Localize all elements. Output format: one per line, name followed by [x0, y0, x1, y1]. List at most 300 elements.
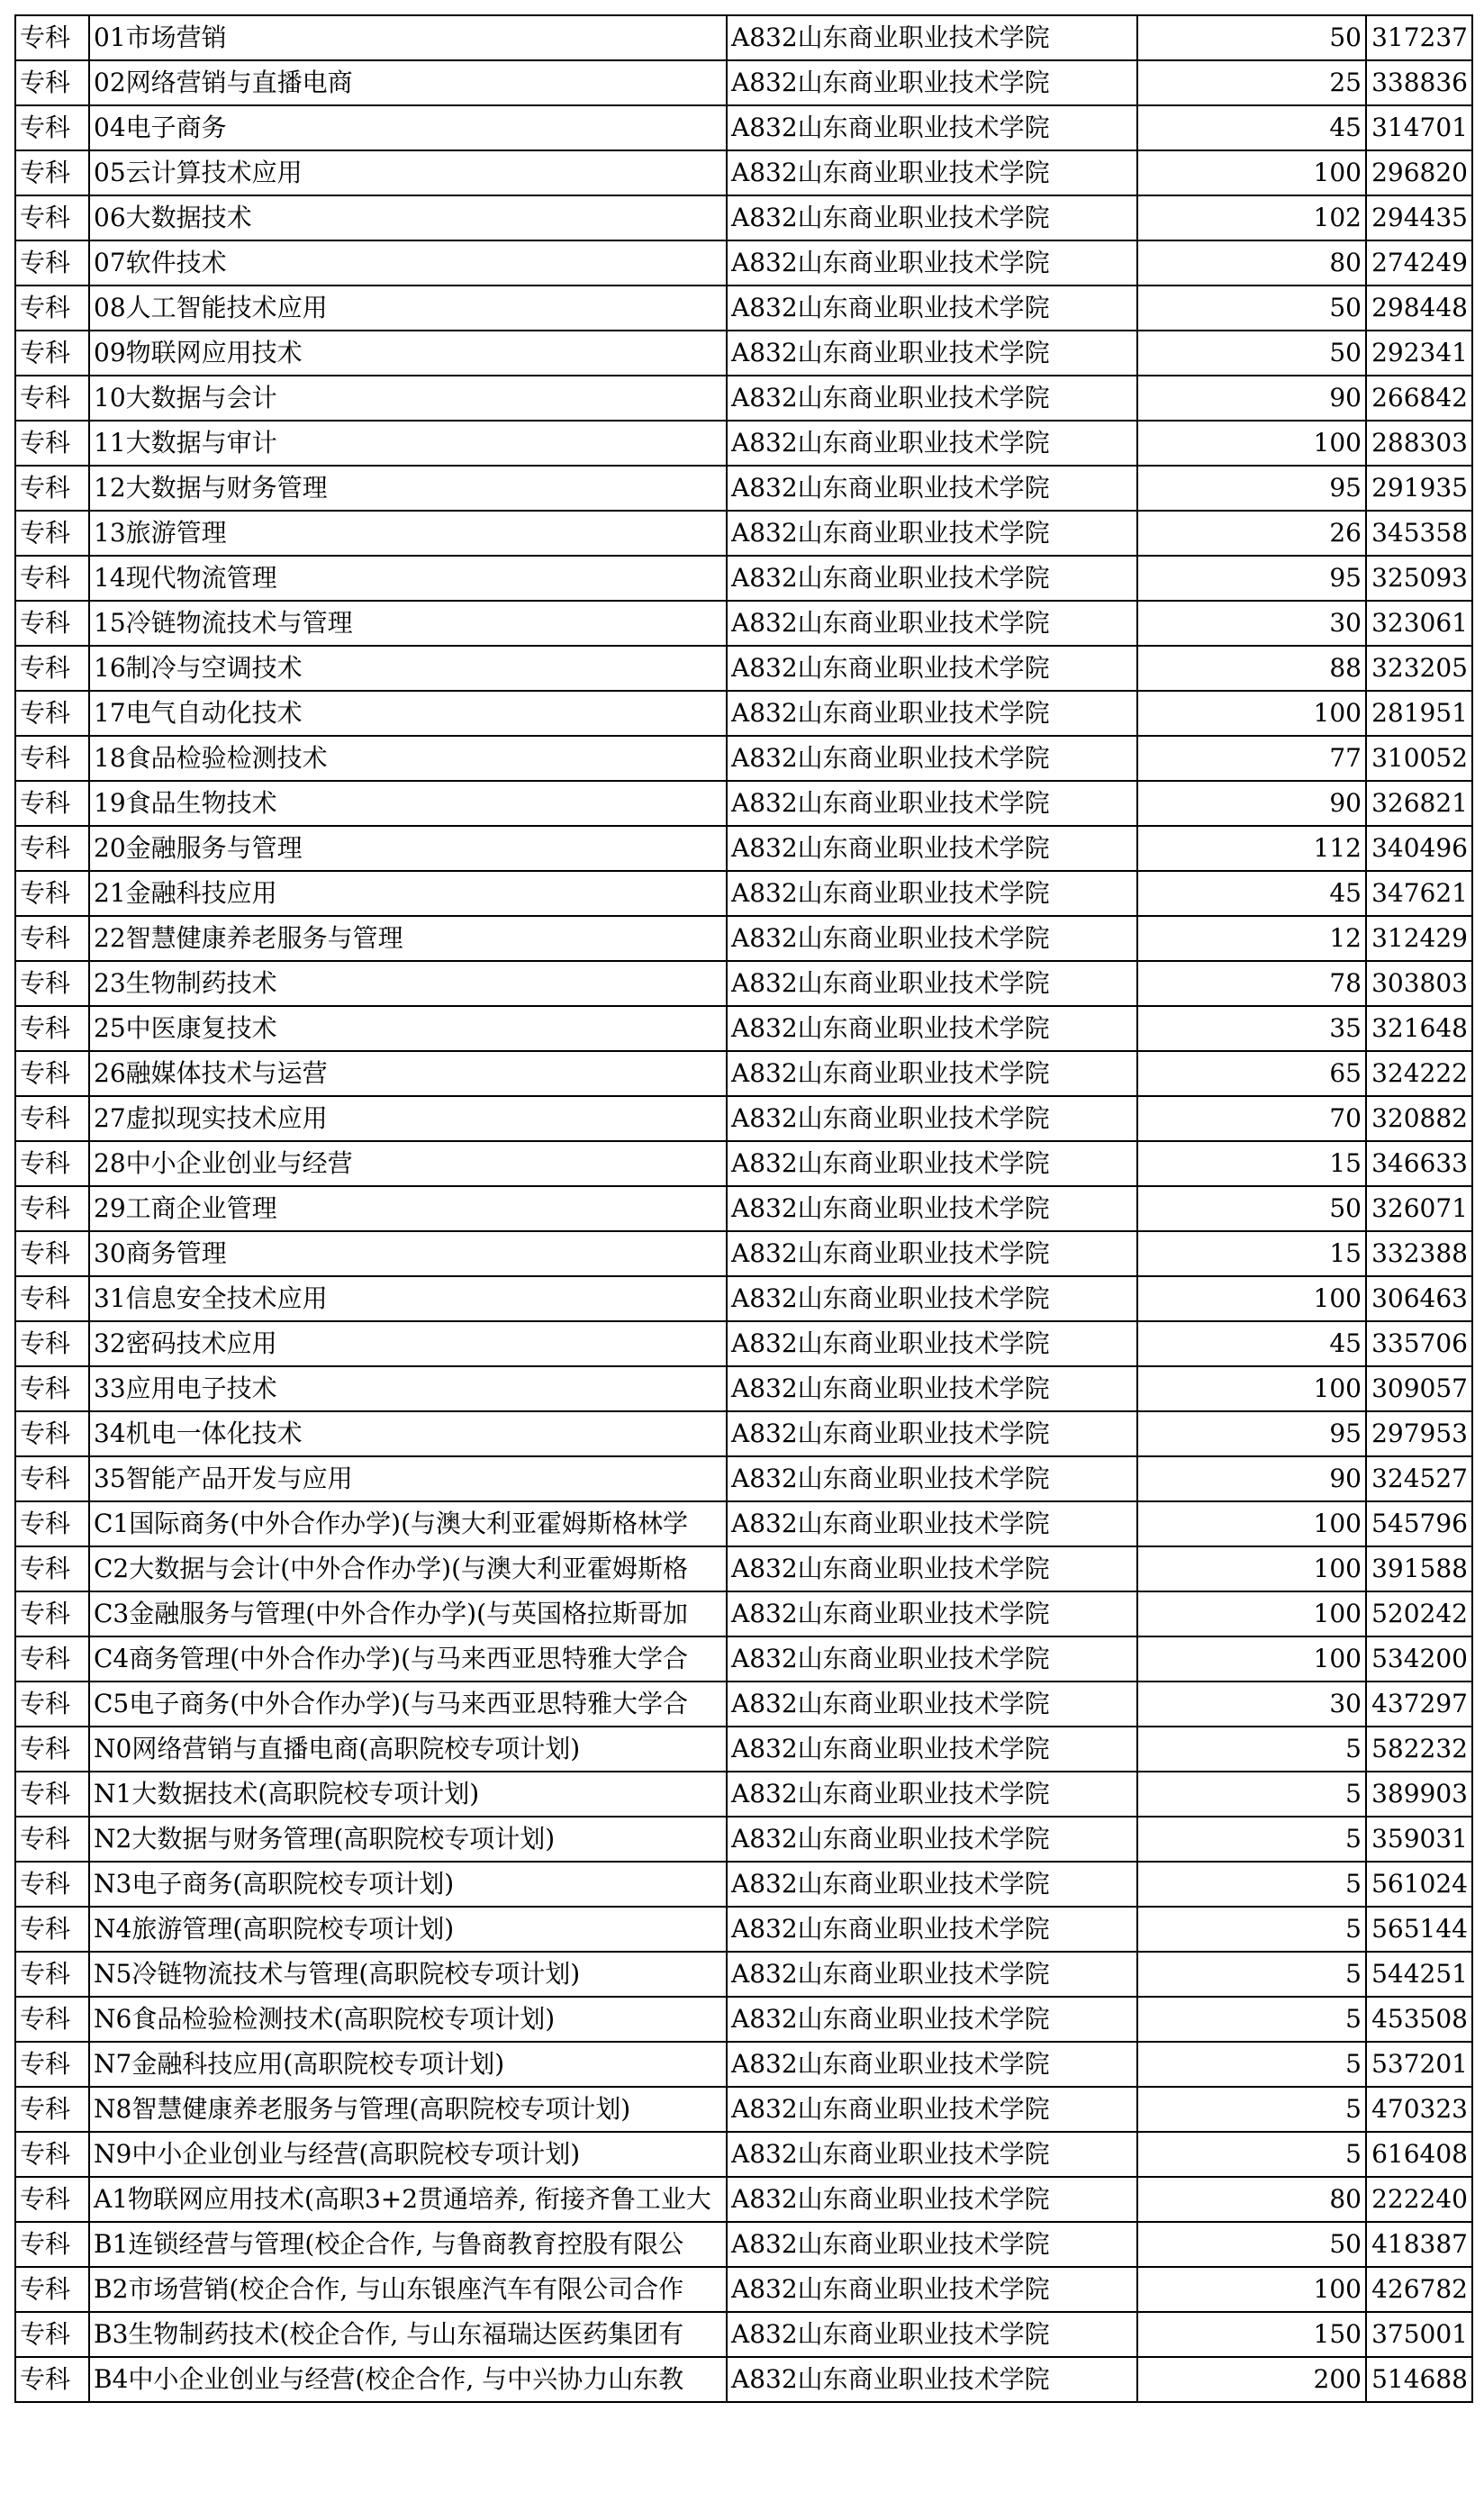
level-cell: 专科 [15, 150, 89, 195]
table-row [15, 2087, 1472, 2132]
table-row [15, 1772, 1472, 1817]
school-cell: A832山东商业职业技术学院 [727, 421, 1137, 466]
table-row [15, 466, 1472, 511]
school-cell: A832山东商业职业技术学院 [727, 1051, 1137, 1096]
plan-count-cell: 35 [1137, 1006, 1366, 1051]
table-row [15, 286, 1472, 331]
rank-cell: 470323 [1366, 2087, 1472, 2132]
school-cell: A832山东商业职业技术学院 [727, 1141, 1137, 1186]
table-row [15, 1186, 1472, 1231]
level-cell: 专科 [15, 2312, 89, 2357]
plan-count-cell: 5 [1137, 1862, 1366, 1907]
school-cell: A832山东商业职业技术学院 [727, 1006, 1137, 1051]
rank-cell: 317237 [1366, 15, 1472, 60]
school-cell: A832山东商业职业技术学院 [727, 2312, 1137, 2357]
school-cell: A832山东商业职业技术学院 [727, 1862, 1137, 1907]
school-cell: A832山东商业职业技术学院 [727, 286, 1137, 331]
level-cell: 专科 [15, 1727, 89, 1772]
level-cell: 专科 [15, 601, 89, 646]
major-cell: 13旅游管理 [89, 511, 727, 556]
table-row [15, 736, 1472, 781]
plan-count-cell: 5 [1137, 2087, 1366, 2132]
table-row [15, 2132, 1472, 2177]
table-row [15, 871, 1472, 916]
major-cell: 23生物制药技术 [89, 961, 727, 1006]
table-row [15, 916, 1472, 961]
rank-cell: 544251 [1366, 1952, 1472, 1997]
major-cell: 22智慧健康养老服务与管理 [89, 916, 727, 961]
level-cell: 专科 [15, 2087, 89, 2132]
school-cell: A832山东商业职业技术学院 [727, 736, 1137, 781]
major-cell: 28中小企业创业与经营 [89, 1141, 727, 1186]
level-cell: 专科 [15, 15, 89, 60]
plan-count-cell: 77 [1137, 736, 1366, 781]
major-cell: N8智慧健康养老服务与管理(高职院校专项计划) [89, 2087, 727, 2132]
table-row [15, 2357, 1472, 2402]
plan-count-cell: 90 [1137, 781, 1366, 826]
major-cell: N4旅游管理(高职院校专项计划) [89, 1907, 727, 1952]
plan-count-cell: 15 [1137, 1231, 1366, 1276]
table-row [15, 376, 1472, 421]
table-row [15, 1366, 1472, 1411]
school-cell: A832山东商业职业技术学院 [727, 1096, 1137, 1141]
major-cell: 19食品生物技术 [89, 781, 727, 826]
major-cell: 30商务管理 [89, 1231, 727, 1276]
table-row [15, 195, 1472, 240]
level-cell: 专科 [15, 511, 89, 556]
level-cell: 专科 [15, 1997, 89, 2042]
rank-cell: 616408 [1366, 2132, 1472, 2177]
school-cell: A832山东商业职业技术学院 [727, 331, 1137, 376]
major-cell: 06大数据技术 [89, 195, 727, 240]
plan-count-cell: 70 [1137, 1096, 1366, 1141]
table-row [15, 511, 1472, 556]
plan-count-cell: 102 [1137, 195, 1366, 240]
rank-cell: 338836 [1366, 60, 1472, 105]
school-cell: A832山东商业职业技术学院 [727, 1501, 1137, 1546]
school-cell: A832山东商业职业技术学院 [727, 826, 1137, 871]
table-row [15, 1907, 1472, 1952]
rank-cell: 389903 [1366, 1772, 1472, 1817]
level-cell: 专科 [15, 961, 89, 1006]
plan-count-cell: 30 [1137, 1682, 1366, 1727]
major-cell: 07软件技术 [89, 240, 727, 286]
school-cell: A832山东商业职业技术学院 [727, 2132, 1137, 2177]
plan-count-cell: 100 [1137, 421, 1366, 466]
table-row [15, 646, 1472, 691]
school-cell: A832山东商业职业技术学院 [727, 1997, 1137, 2042]
major-cell: B4中小企业创业与经营(校企合作, 与中兴协力山东教 [89, 2357, 727, 2402]
school-cell: A832山东商业职业技术学院 [727, 1591, 1137, 1636]
rank-cell: 582232 [1366, 1727, 1472, 1772]
rank-cell: 325093 [1366, 556, 1472, 601]
level-cell: 专科 [15, 1321, 89, 1366]
table-row [15, 691, 1472, 736]
school-cell: A832山东商业职业技术学院 [727, 871, 1137, 916]
major-cell: 04电子商务 [89, 105, 727, 150]
major-cell: 32密码技术应用 [89, 1321, 727, 1366]
level-cell: 专科 [15, 1006, 89, 1051]
school-cell: A832山东商业职业技术学院 [727, 646, 1137, 691]
plan-count-cell: 5 [1137, 1997, 1366, 2042]
table-row [15, 826, 1472, 871]
level-cell: 专科 [15, 376, 89, 421]
school-cell: A832山东商业职业技术学院 [727, 1682, 1137, 1727]
level-cell: 专科 [15, 1682, 89, 1727]
rank-cell: 359031 [1366, 1817, 1472, 1862]
major-cell: 17电气自动化技术 [89, 691, 727, 736]
table-row [15, 1096, 1472, 1141]
school-cell: A832山东商业职业技术学院 [727, 60, 1137, 105]
level-cell: 专科 [15, 1952, 89, 1997]
table-row [15, 601, 1472, 646]
school-cell: A832山东商业职业技术学院 [727, 1636, 1137, 1682]
plan-count-cell: 200 [1137, 2357, 1366, 2402]
major-cell: 08人工智能技术应用 [89, 286, 727, 331]
plan-count-cell: 100 [1137, 1501, 1366, 1546]
table-row [15, 1862, 1472, 1907]
plan-count-cell: 50 [1137, 331, 1366, 376]
rank-cell: 347621 [1366, 871, 1472, 916]
school-cell: A832山东商业职业技术学院 [727, 961, 1137, 1006]
school-cell: A832山东商业职业技术学院 [727, 601, 1137, 646]
plan-count-cell: 50 [1137, 15, 1366, 60]
major-cell: C1国际商务(中外合作办学)(与澳大利亚霍姆斯格林学 [89, 1501, 727, 1546]
major-cell: 27虚拟现实技术应用 [89, 1096, 727, 1141]
level-cell: 专科 [15, 1501, 89, 1546]
major-cell: 26融媒体技术与运营 [89, 1051, 727, 1096]
rank-cell: 345358 [1366, 511, 1472, 556]
major-cell: C2大数据与会计(中外合作办学)(与澳大利亚霍姆斯格 [89, 1546, 727, 1591]
school-cell: A832山东商业职业技术学院 [727, 1321, 1137, 1366]
major-cell: 12大数据与财务管理 [89, 466, 727, 511]
plan-count-cell: 80 [1137, 2177, 1366, 2222]
school-cell: A832山东商业职业技术学院 [727, 1276, 1137, 1321]
school-cell: A832山东商业职业技术学院 [727, 2267, 1137, 2312]
table-row [15, 2312, 1472, 2357]
level-cell: 专科 [15, 466, 89, 511]
school-cell: A832山东商业职业技术学院 [727, 2357, 1137, 2402]
level-cell: 专科 [15, 421, 89, 466]
table-row [15, 1411, 1472, 1456]
rank-cell: 266842 [1366, 376, 1472, 421]
school-cell: A832山东商业职业技术学院 [727, 150, 1137, 195]
level-cell: 专科 [15, 1636, 89, 1682]
level-cell: 专科 [15, 1907, 89, 1952]
level-cell: 专科 [15, 1096, 89, 1141]
table-row [15, 1231, 1472, 1276]
level-cell: 专科 [15, 240, 89, 286]
rank-cell: 426782 [1366, 2267, 1472, 2312]
rank-cell: 323061 [1366, 601, 1472, 646]
level-cell: 专科 [15, 871, 89, 916]
table-row [15, 1727, 1472, 1772]
level-cell: 专科 [15, 331, 89, 376]
rank-cell: 321648 [1366, 1006, 1472, 1051]
rank-cell: 291935 [1366, 466, 1472, 511]
rank-cell: 288303 [1366, 421, 1472, 466]
level-cell: 专科 [15, 1772, 89, 1817]
table-row [15, 2222, 1472, 2267]
major-cell: 33应用电子技术 [89, 1366, 727, 1411]
plan-count-cell: 100 [1137, 2267, 1366, 2312]
major-cell: B3生物制药技术(校企合作, 与山东福瑞达医药集团有 [89, 2312, 727, 2357]
level-cell: 专科 [15, 1591, 89, 1636]
school-cell: A832山东商业职业技术学院 [727, 376, 1137, 421]
school-cell: A832山东商业职业技术学院 [727, 916, 1137, 961]
level-cell: 专科 [15, 60, 89, 105]
major-cell: 01市场营销 [89, 15, 727, 60]
rank-cell: 292341 [1366, 331, 1472, 376]
major-cell: 29工商企业管理 [89, 1186, 727, 1231]
level-cell: 专科 [15, 2177, 89, 2222]
table-row [15, 1952, 1472, 1997]
plan-count-cell: 100 [1137, 691, 1366, 736]
rank-cell: 326071 [1366, 1186, 1472, 1231]
major-cell: N5冷链物流技术与管理(高职院校专项计划) [89, 1952, 727, 1997]
plan-count-cell: 112 [1137, 826, 1366, 871]
table-row [15, 781, 1472, 826]
table-row [15, 2177, 1472, 2222]
rank-cell: 320882 [1366, 1096, 1472, 1141]
major-cell: C5电子商务(中外合作办学)(与马来西亚思特雅大学合 [89, 1682, 727, 1727]
plan-count-cell: 45 [1137, 1321, 1366, 1366]
table-row [15, 1997, 1472, 2042]
level-cell: 专科 [15, 1456, 89, 1501]
level-cell: 专科 [15, 2222, 89, 2267]
level-cell: 专科 [15, 826, 89, 871]
table-row [15, 2267, 1472, 2312]
major-cell: N9中小企业创业与经营(高职院校专项计划) [89, 2132, 727, 2177]
table-row [15, 1636, 1472, 1682]
table-row [15, 331, 1472, 376]
major-cell: 10大数据与会计 [89, 376, 727, 421]
plan-count-cell: 5 [1137, 1772, 1366, 1817]
rank-cell: 303803 [1366, 961, 1472, 1006]
rank-cell: 335706 [1366, 1321, 1472, 1366]
plan-count-cell: 95 [1137, 1411, 1366, 1456]
school-cell: A832山东商业职业技术学院 [727, 556, 1137, 601]
level-cell: 专科 [15, 195, 89, 240]
level-cell: 专科 [15, 916, 89, 961]
rank-cell: 514688 [1366, 2357, 1472, 2402]
plan-count-cell: 5 [1137, 1817, 1366, 1862]
school-cell: A832山东商业职业技术学院 [727, 1366, 1137, 1411]
major-cell: N7金融科技应用(高职院校专项计划) [89, 2042, 727, 2087]
table-row [15, 421, 1472, 466]
school-cell: A832山东商业职业技术学院 [727, 2222, 1137, 2267]
table-row [15, 1817, 1472, 1862]
admission-plan-table [14, 14, 1473, 2403]
school-cell: A832山东商业职业技术学院 [727, 691, 1137, 736]
rank-cell: 281951 [1366, 691, 1472, 736]
major-cell: N6食品检验检测技术(高职院校专项计划) [89, 1997, 727, 2042]
plan-count-cell: 78 [1137, 961, 1366, 1006]
table-row [15, 1276, 1472, 1321]
level-cell: 专科 [15, 2042, 89, 2087]
table-row [15, 1006, 1472, 1051]
rank-cell: 324527 [1366, 1456, 1472, 1501]
major-cell: 16制冷与空调技术 [89, 646, 727, 691]
plan-count-cell: 100 [1137, 1546, 1366, 1591]
plan-count-cell: 45 [1137, 871, 1366, 916]
major-cell: N1大数据技术(高职院校专项计划) [89, 1772, 727, 1817]
school-cell: A832山东商业职业技术学院 [727, 15, 1137, 60]
plan-count-cell: 50 [1137, 286, 1366, 331]
rank-cell: 309057 [1366, 1366, 1472, 1411]
table-row [15, 1501, 1472, 1546]
level-cell: 专科 [15, 1186, 89, 1231]
plan-count-cell: 5 [1137, 2042, 1366, 2087]
rank-cell: 545796 [1366, 1501, 1472, 1546]
school-cell: A832山东商业职业技术学院 [727, 195, 1137, 240]
level-cell: 专科 [15, 1231, 89, 1276]
school-cell: A832山东商业职业技术学院 [727, 1952, 1137, 1997]
major-cell: A1物联网应用技术(高职3+2贯通培养, 衔接齐鲁工业大 [89, 2177, 727, 2222]
rank-cell: 520242 [1366, 1591, 1472, 1636]
table-row [15, 1682, 1472, 1727]
plan-count-cell: 25 [1137, 60, 1366, 105]
plan-count-cell: 5 [1137, 1727, 1366, 1772]
school-cell: A832山东商业职业技术学院 [727, 1772, 1137, 1817]
major-cell: B2市场营销(校企合作, 与山东银座汽车有限公司合作 [89, 2267, 727, 2312]
table-row [15, 2042, 1472, 2087]
table-row [15, 961, 1472, 1006]
major-cell: 25中医康复技术 [89, 1006, 727, 1051]
plan-count-cell: 100 [1137, 1591, 1366, 1636]
major-cell: N2大数据与财务管理(高职院校专项计划) [89, 1817, 727, 1862]
rank-cell: 326821 [1366, 781, 1472, 826]
level-cell: 专科 [15, 646, 89, 691]
major-cell: 14现代物流管理 [89, 556, 727, 601]
major-cell: B1连锁经营与管理(校企合作, 与鲁商教育控股有限公 [89, 2222, 727, 2267]
plan-count-cell: 150 [1137, 2312, 1366, 2357]
school-cell: A832山东商业职业技术学院 [727, 781, 1137, 826]
rank-cell: 437297 [1366, 1682, 1472, 1727]
level-cell: 专科 [15, 2267, 89, 2312]
table-row [15, 1591, 1472, 1636]
level-cell: 专科 [15, 1862, 89, 1907]
table-row [15, 15, 1472, 60]
rank-cell: 306463 [1366, 1276, 1472, 1321]
rank-cell: 296820 [1366, 150, 1472, 195]
level-cell: 专科 [15, 556, 89, 601]
table-body [15, 15, 1472, 2402]
table-row [15, 150, 1472, 195]
plan-count-cell: 80 [1137, 240, 1366, 286]
rank-cell: 375001 [1366, 2312, 1472, 2357]
level-cell: 专科 [15, 1141, 89, 1186]
table-row [15, 1546, 1472, 1591]
plan-count-cell: 26 [1137, 511, 1366, 556]
rank-cell: 274249 [1366, 240, 1472, 286]
rank-cell: 453508 [1366, 1997, 1472, 2042]
table-row [15, 105, 1472, 150]
plan-count-cell: 90 [1137, 1456, 1366, 1501]
level-cell: 专科 [15, 1366, 89, 1411]
table-row [15, 1141, 1472, 1186]
school-cell: A832山东商业职业技术学院 [727, 1727, 1137, 1772]
rank-cell: 297953 [1366, 1411, 1472, 1456]
rank-cell: 537201 [1366, 2042, 1472, 2087]
level-cell: 专科 [15, 2357, 89, 2402]
school-cell: A832山东商业职业技术学院 [727, 1411, 1137, 1456]
rank-cell: 298448 [1366, 286, 1472, 331]
school-cell: A832山东商业职业技术学院 [727, 1546, 1137, 1591]
plan-count-cell: 90 [1137, 376, 1366, 421]
rank-cell: 391588 [1366, 1546, 1472, 1591]
plan-count-cell: 5 [1137, 1952, 1366, 1997]
plan-count-cell: 12 [1137, 916, 1366, 961]
table-row [15, 1321, 1472, 1366]
plan-count-cell: 100 [1137, 1366, 1366, 1411]
plan-count-cell: 30 [1137, 601, 1366, 646]
level-cell: 专科 [15, 1276, 89, 1321]
plan-count-cell: 5 [1137, 2132, 1366, 2177]
rank-cell: 323205 [1366, 646, 1472, 691]
plan-count-cell: 88 [1137, 646, 1366, 691]
major-cell: C4商务管理(中外合作办学)(与马来西亚思特雅大学合 [89, 1636, 727, 1682]
school-cell: A832山东商业职业技术学院 [727, 105, 1137, 150]
rank-cell: 418387 [1366, 2222, 1472, 2267]
major-cell: 09物联网应用技术 [89, 331, 727, 376]
rank-cell: 294435 [1366, 195, 1472, 240]
level-cell: 专科 [15, 1546, 89, 1591]
table-row [15, 556, 1472, 601]
school-cell: A832山东商业职业技术学院 [727, 1186, 1137, 1231]
major-cell: 15冷链物流技术与管理 [89, 601, 727, 646]
table-row [15, 240, 1472, 286]
rank-cell: 561024 [1366, 1862, 1472, 1907]
plan-count-cell: 50 [1137, 1186, 1366, 1231]
major-cell: 31信息安全技术应用 [89, 1276, 727, 1321]
level-cell: 专科 [15, 781, 89, 826]
major-cell: 05云计算技术应用 [89, 150, 727, 195]
plan-count-cell: 5 [1137, 1907, 1366, 1952]
school-cell: A832山东商业职业技术学院 [727, 1231, 1137, 1276]
rank-cell: 534200 [1366, 1636, 1472, 1682]
rank-cell: 340496 [1366, 826, 1472, 871]
plan-count-cell: 100 [1137, 1276, 1366, 1321]
school-cell: A832山东商业职业技术学院 [727, 2177, 1137, 2222]
major-cell: 02网络营销与直播电商 [89, 60, 727, 105]
level-cell: 专科 [15, 286, 89, 331]
plan-count-cell: 100 [1137, 150, 1366, 195]
major-cell: 21金融科技应用 [89, 871, 727, 916]
major-cell: 11大数据与审计 [89, 421, 727, 466]
school-cell: A832山东商业职业技术学院 [727, 1456, 1137, 1501]
level-cell: 专科 [15, 1051, 89, 1096]
rank-cell: 222240 [1366, 2177, 1472, 2222]
school-cell: A832山东商业职业技术学院 [727, 240, 1137, 286]
rank-cell: 310052 [1366, 736, 1472, 781]
school-cell: A832山东商业职业技术学院 [727, 1907, 1137, 1952]
school-cell: A832山东商业职业技术学院 [727, 2042, 1137, 2087]
school-cell: A832山东商业职业技术学院 [727, 466, 1137, 511]
major-cell: N0网络营销与直播电商(高职院校专项计划) [89, 1727, 727, 1772]
rank-cell: 332388 [1366, 1231, 1472, 1276]
rank-cell: 314701 [1366, 105, 1472, 150]
plan-count-cell: 100 [1137, 1636, 1366, 1682]
school-cell: A832山东商业职业技术学院 [727, 511, 1137, 556]
plan-count-cell: 15 [1137, 1141, 1366, 1186]
major-cell: 35智能产品开发与应用 [89, 1456, 727, 1501]
rank-cell: 346633 [1366, 1141, 1472, 1186]
school-cell: A832山东商业职业技术学院 [727, 1817, 1137, 1862]
major-cell: N3电子商务(高职院校专项计划) [89, 1862, 727, 1907]
plan-count-cell: 95 [1137, 556, 1366, 601]
level-cell: 专科 [15, 1411, 89, 1456]
